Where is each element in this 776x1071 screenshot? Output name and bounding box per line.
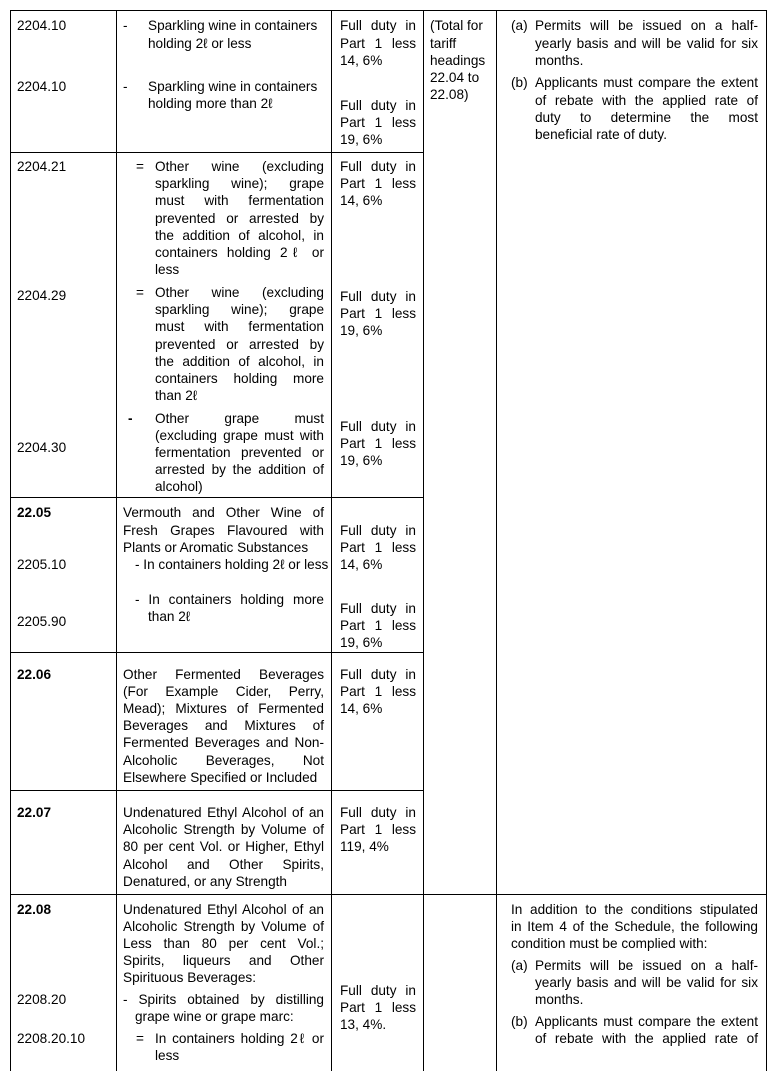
heading-code: 22.08 — [17, 902, 52, 917]
tariff-code: 2204.30 — [17, 440, 67, 455]
row-divider-2 — [10, 497, 424, 498]
heading-code: 22.06 — [17, 667, 52, 682]
column-divider-note — [496, 10, 497, 1071]
tariff-code: 2205.10 — [17, 557, 67, 572]
tariff-code: 2204.21 — [17, 159, 67, 174]
row-divider-1 — [10, 152, 424, 153]
condition-label: (a) — [511, 18, 528, 33]
tariff-code: 2204.10 — [17, 79, 67, 94]
column-divider-description — [331, 10, 332, 1071]
condition-label: (a) — [511, 958, 528, 973]
heading-code: 22.05 — [17, 505, 52, 520]
equals-marker: = — [136, 285, 144, 300]
tariff-table-page: 2204.10 2204.10 - - Sparkling wine in containers holding 2ℓ or less Sparkling wine in containers holding more than 2ℓ Full duty in Part 1 less 14, 6% Full duty in Part 1 less 19, 6% (Total for tariff headings 22.04 to 22.08) (a) Permits will be issued on a half- yearly basis and will be valid for six months. (b) Applicants must compare the extent of rebate with the applied rate of duty to determine the most beneficial rate of duty. 2204.21 2204.29 2204.30 = = - Other wine (excluding sparkling wine); grape must with fermentation prevented or arrested by the addition of alcohol, in containers holding 2ℓ or less Other wine (excluding sparkling wine); grape must with fermentation prevented or arrested by the addition of alcohol, in containers holding more than 2ℓ Other grape must (excluding grape must with fermentation prevented or arrested by the addition of alcohol) Full duty in Part 1 less 14, 6% Full duty in Part 1 less 19, 6% Full duty in Part 1 less 19, 6% 22.05 2205.10 2205.90 Vermouth and Other Wine of Fresh Grapes Flavoured with Plants or Aromatic Substances - In containers holding 2ℓ or less - In containers holding more than 2ℓ Full duty in Part 1 less 14, 6% Full duty in Part 1 less 19, 6% 22.06 Other Fermented Beverages (For Example Cider, Perry, Mead); Mixtures of Fermented Beverages and Mixtures of Fermented Beverages and Non- Alcoholic Beverages, Not Elsewhere Specified or Included Full duty in Part 1 less 14, 6% 22.07 Undenatured Ethyl Alcohol of an Alcoholic Strength by Volume of 80 per cent Vol. or Higher, Ethyl Alcohol and Other Spirits, Denatured, or any Strength Full duty in Part 1 less 119, 4% 22.08 2208.20 2208.20.10 Undenatured Ethyl Alcohol of an Alcoholic Strength by Volume of Less than 80 per cent Vol.; Spirits, liqueurs and Other Spirituous Beverages: - Spirits obtained by distilling grape wine or grape marc: = In containers holding 2ℓ or less Full duty in Part 1 less 13, 4%. In addition to the conditions stipulated in Item 4 of the Schedule, the following condition must be complied with: (a) Permits will be issued on a half- yearly basis and will be valid for six months. (b) Applicants must compare the extent of rebate with the applied rate of — [0, 0, 776, 1071]
column-divider-code — [116, 10, 117, 1071]
tariff-code: 2204.10 — [17, 18, 67, 33]
heading-code: 22.07 — [17, 805, 52, 820]
tariff-code: 2208.20 — [17, 992, 67, 1007]
column-divider-rate — [423, 10, 424, 1071]
dash-marker: - — [123, 18, 128, 33]
tariff-code: 2205.90 — [17, 614, 67, 629]
dash-marker: - — [128, 411, 133, 426]
equals-marker: = — [136, 1031, 144, 1046]
tariff-code: 2208.20.10 — [17, 1031, 86, 1046]
row-divider-4 — [10, 790, 424, 791]
table-border-right — [766, 10, 767, 1071]
condition-label: (b) — [511, 75, 528, 90]
row-divider-3 — [10, 652, 424, 653]
dash-marker: - — [123, 79, 128, 94]
row-divider-5 — [10, 894, 767, 895]
table-border-top — [10, 10, 767, 11]
equals-marker: = — [136, 159, 144, 174]
condition-label: (b) — [511, 1014, 528, 1029]
tariff-code: 2204.29 — [17, 288, 67, 303]
table-border-left — [10, 10, 11, 1071]
